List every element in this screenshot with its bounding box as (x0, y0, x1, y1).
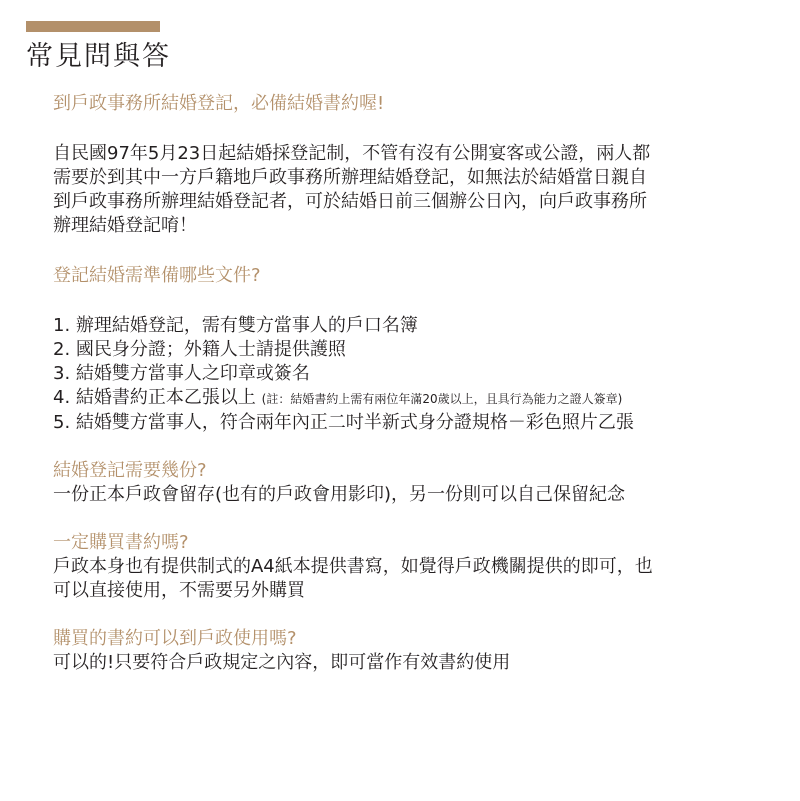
list-item-note: (註：結婚書約上需有兩位年滿20歲以上，且具行為能力之證人簽章) (261, 392, 623, 406)
faq-question: 購買的書約可以到戶政使用嗎? (53, 628, 297, 649)
faq-answer-line: 辦理結婚登記唷！ (53, 215, 197, 236)
faq-question: 一定購買書約嗎? (53, 532, 189, 553)
faq-section-4 (53, 531, 773, 603)
faq-answer-line: 到戶政事務所辦理結婚登記者，可於結婚日前三個辦公日內，向戶政事務所 (53, 191, 647, 212)
faq-answer-line: 一份正本戶政會留存(也有的戶政會用影印)，另一份則可以自己保留紀念 (53, 484, 626, 505)
list-item (53, 386, 773, 411)
faq-section-1 (53, 92, 773, 238)
list-item: 5. 結婚雙方當事人，符合兩年內正二吋半新式身分證規格－彩色照片乙張 (53, 412, 634, 433)
faq-answer-line: 可以直接使用，不需要另外購買 (53, 580, 305, 601)
page-title: 常見問與答 (26, 41, 171, 72)
required-documents-list (53, 314, 773, 435)
title-accent-bar (26, 21, 160, 32)
list-item: 3. 結婚雙方當事人之印章或簽名 (53, 363, 310, 384)
list-item: 2. 國民身分證；外籍人士請提供護照 (53, 339, 346, 360)
faq-content (53, 92, 773, 675)
faq-answer-line: 可以的!只要符合戶政規定之內容，即可當作有效書約使用 (53, 652, 511, 673)
list-item: 1. 辦理結婚登記，需有雙方當事人的戶口名簿 (53, 315, 418, 336)
faq-section-2 (53, 264, 773, 435)
faq-section-3 (53, 459, 773, 507)
faq-question: 結婚登記需要幾份? (53, 460, 207, 481)
faq-section-5 (53, 627, 773, 675)
faq-question: 到戶政事務所結婚登記，必備結婚書約喔! (53, 93, 385, 114)
faq-answer-line: 自民國97年5月23日起結婚採登記制，不管有沒有公開宴客或公證，兩人都 (53, 143, 651, 164)
faq-question: 登記結婚需準備哪些文件? (53, 265, 261, 286)
faq-answer-line: 戶政本身也有提供制式的A4紙本提供書寫，如覺得戶政機關提供的即可，也 (53, 556, 653, 577)
faq-answer-line: 需要於到其中一方戶籍地戶政事務所辦理結婚登記，如無法於結婚當日親自 (53, 167, 647, 188)
list-item-text: 4. 結婚書約正本乙張以上 (53, 387, 256, 408)
